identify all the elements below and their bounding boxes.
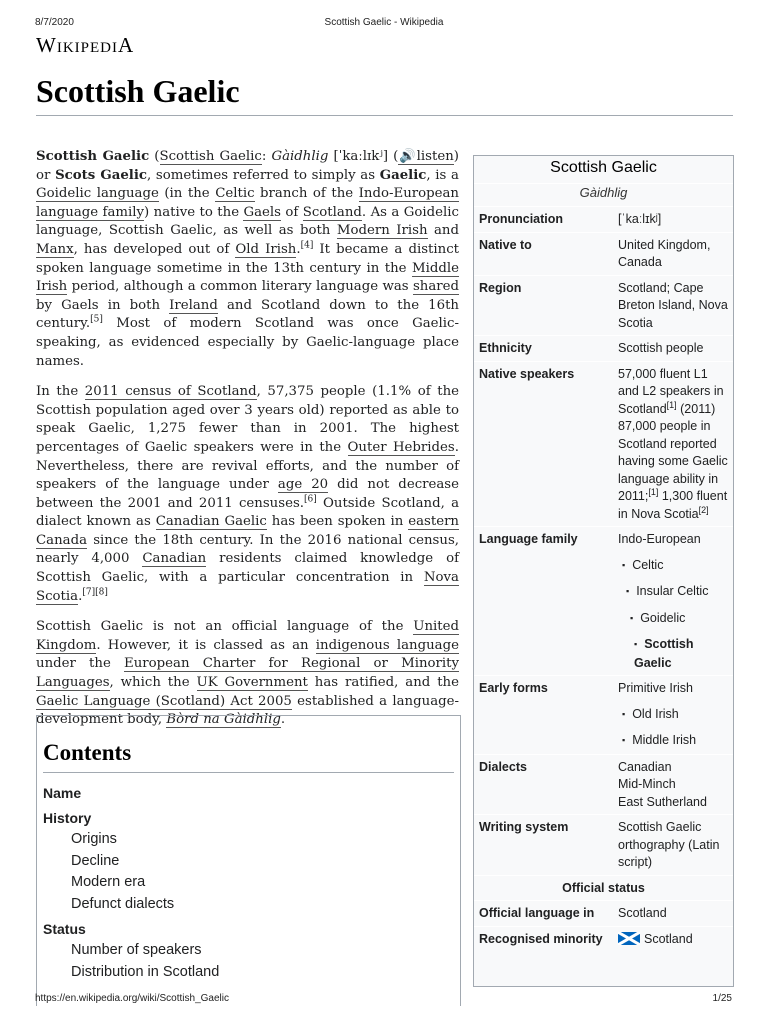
citation[interactable]: [7][8] xyxy=(82,587,108,598)
row-value: Scottish people xyxy=(618,341,704,355)
infobox xyxy=(473,155,734,987)
link[interactable]: shared xyxy=(412,279,459,295)
article-body xyxy=(36,148,459,742)
toc-heading: Contents xyxy=(43,740,132,765)
link[interactable]: Nova Scotia xyxy=(36,570,459,604)
toc-item-number-of-speakers[interactable]: Number of speakers xyxy=(71,942,202,958)
toc-item-decline[interactable]: Decline xyxy=(71,852,120,869)
toc-item-defunct-dialects[interactable]: Defunct dialects xyxy=(71,895,175,912)
infobox-row-language-family xyxy=(474,526,733,675)
scotland-flag-icon xyxy=(618,932,640,945)
link[interactable]: Scotland xyxy=(302,204,362,220)
family-item[interactable]: ▪ Celtic xyxy=(618,557,729,576)
link[interactable]: Celtic xyxy=(215,186,255,202)
link[interactable]: United Kingdom xyxy=(36,619,459,653)
print-page-title: Scottish Gaelic - Wikipedia xyxy=(324,17,444,28)
row-label: Native speakers xyxy=(479,366,575,381)
infobox-row-native-to xyxy=(474,232,733,275)
infobox-title: Scottish Gaelic xyxy=(550,159,657,176)
toc-item-modern-era[interactable]: Modern era xyxy=(71,874,146,890)
link[interactable]: Old Irish xyxy=(235,241,297,257)
infobox-section-official-status: Official status xyxy=(474,875,733,901)
link[interactable]: eastern Canada xyxy=(36,514,459,548)
row-value: Scotland xyxy=(613,927,733,952)
link[interactable]: Middle Irish xyxy=(36,260,459,295)
toc-item-status[interactable]: Status xyxy=(43,921,86,937)
row-label: Native to xyxy=(479,237,532,252)
print-page-number: 1/25 xyxy=(712,993,732,1004)
print-url: https://en.wikipedia.org/wiki/Scottish_Gaelic xyxy=(35,993,229,1004)
dialect-item[interactable]: East Sutherland xyxy=(618,794,707,809)
table-of-contents xyxy=(36,715,461,1006)
listen-link[interactable]: 🔊listen xyxy=(398,149,454,164)
early-form-item[interactable]: ▪ Middle Irish xyxy=(618,732,729,751)
link[interactable]: Manx xyxy=(36,241,74,257)
link[interactable]: European Charter for Regional or Minority Languages xyxy=(36,656,459,691)
toc-divider xyxy=(43,772,454,773)
family-item: ▪ Scottish Gaelic xyxy=(618,636,729,672)
row-value xyxy=(613,676,733,754)
citation[interactable]: [4] xyxy=(300,240,314,251)
citation[interactable]: [2] xyxy=(698,504,709,515)
citation[interactable]: [5] xyxy=(90,314,103,325)
row-label: Recognised minority xyxy=(479,931,603,946)
row-label: Pronunciation xyxy=(479,212,564,226)
row-label: Dialects xyxy=(479,759,527,774)
link[interactable]: age 20 xyxy=(277,477,329,493)
infobox-row-pronunciation xyxy=(474,206,733,232)
link[interactable]: Scottish Gaelic xyxy=(159,149,262,164)
infobox-row-early-forms xyxy=(474,675,733,754)
link[interactable]: Outer Hebrides xyxy=(347,439,455,455)
wikipedia-logo[interactable]: WIKIPEDIA xyxy=(36,33,135,57)
toc-item-distribution-in-scotland[interactable]: Distribution in Scotland xyxy=(71,963,220,980)
link[interactable]: 2011 census of Scotland xyxy=(84,384,257,400)
link[interactable]: Modern Irish xyxy=(336,223,428,239)
row-value: Scotland; Cape Breton Island, Nova Scotia xyxy=(618,280,728,330)
toc-item-history[interactable]: History xyxy=(43,810,92,826)
infobox-row-region xyxy=(474,275,733,336)
page-title: Scottish Gaelic xyxy=(36,73,240,109)
row-label: Official language in xyxy=(479,906,595,920)
row-label: Region xyxy=(479,280,522,295)
family-root[interactable]: Indo-European xyxy=(618,532,701,546)
link[interactable]: Ireland xyxy=(169,297,218,313)
link[interactable]: indigenous language xyxy=(315,637,459,653)
print-date: 8/7/2020 xyxy=(35,17,74,28)
row-label: Language family xyxy=(479,532,578,546)
paragraph-2: In the 2011 census of Scotland, 57,375 people (1.1% of the Scottish population aged over 3 years old) reported as able to speak Gaelic, 1,275 fewer than in 2001. The highest percentages of Gaelic speakers were in the Outer Hebrides. Nevertheless, there are revival efforts, and the number of speakers of the language under age 20 did not decrease between the 2001 and 2011 censuses.[6] Outside Scotland, a dialect known as Canadian Gaelic has been spoken in eastern Canada since the 18th century. In the 2016 national census, nearly 4,000 Canadian residents claimed knowledge of Scottish Gaelic, with a particular concentration in Nova Scotia.[7][8] xyxy=(36,384,460,604)
link[interactable]: Gaels xyxy=(243,204,281,220)
row-value: [ˈkaːlɪkʲ] xyxy=(618,212,662,226)
row-value xyxy=(613,527,733,675)
toc-item-origins[interactable]: Origins xyxy=(71,831,117,847)
row-value: United Kingdom, Canada xyxy=(618,237,711,269)
row-label: Writing system xyxy=(479,820,569,834)
early-form-item[interactable]: ▪ Old Irish xyxy=(618,706,729,725)
citation[interactable]: [6] xyxy=(304,494,317,505)
row-label: Early forms xyxy=(479,681,548,695)
link[interactable]: Bòrd na Gàidhlig xyxy=(166,712,281,728)
citation[interactable]: [1] xyxy=(648,486,659,497)
infobox-row-official-language xyxy=(474,900,733,926)
dialect-item[interactable]: Canadian xyxy=(618,759,672,774)
title-divider xyxy=(36,115,733,116)
paragraph-1: Scottish Gaelic (Scottish Gaelic: Gàidhlig [ˈkaːlɪkʲ] (🔊listen) or Scots Gaelic, sometimes referred to simply as Gaelic, is a Goidelic language (in the Celtic branch of the Indo-European language family) native to the Gaels of Scotland. As a Goidelic language, Scottish Gaelic, as well as both Modern Irish and Manx, has developed out of Old Irish.[4] It became a distinct spoken language sometime in the 13th century in the Middle Irish period, although a common literary language was shared by Gaels in both Ireland and Scotland down to the 16th century.[5] Most of modern Scotland was once Gaelic-speaking, as evidenced especially by Gaelic-language place names. xyxy=(36,149,459,369)
family-item[interactable]: ▪ Goidelic xyxy=(618,610,729,629)
row-label: Ethnicity xyxy=(479,341,532,355)
infobox-row-native-speakers xyxy=(474,361,733,527)
paragraph-3: Scottish Gaelic is not an official language of the United Kingdom. However, it is classed as an indigenous language under the European Charter for Regional or Minority Languages, which the UK Government has ratified, and the Gaelic Language (Scotland) Act 2005 established a language-development body, Bòrd na Gàidhlig. xyxy=(36,619,459,728)
link[interactable]: Canadian Gaelic xyxy=(155,514,267,530)
infobox-row-recognised-minority xyxy=(474,926,733,952)
infobox-row-writing-system xyxy=(474,814,733,875)
link[interactable]: Goidelic language xyxy=(36,186,159,202)
infobox-row-ethnicity xyxy=(474,335,733,361)
link[interactable]: UK Government xyxy=(196,675,308,691)
row-value xyxy=(613,755,733,815)
row-value: 57,000 fluent L1 and L2 speakers in Scotland[1] (2011) 87,000 people in Scotland reported having some Gaelic language ability in 2011;[1] 1,300 fluent in Nova Scotia[2] xyxy=(618,366,728,521)
row-value: Scotland xyxy=(618,906,667,920)
link[interactable]: Indo-European language family xyxy=(36,186,459,220)
infobox-native-name: Gàidhlig xyxy=(474,183,733,206)
infobox-row-dialects xyxy=(474,754,733,815)
toc-list xyxy=(43,779,454,983)
toc-item-name[interactable]: Name xyxy=(43,785,82,801)
row-value: Scottish Gaelic orthography (Latin script) xyxy=(618,820,720,869)
citation[interactable]: [1] xyxy=(666,399,677,410)
link[interactable]: Canadian xyxy=(142,551,207,567)
link[interactable]: Gaelic Language (Scotland) Act 2005 xyxy=(36,693,292,709)
dialect-item[interactable]: Mid-Minch xyxy=(618,777,676,791)
family-item[interactable]: ▪ Insular Celtic xyxy=(618,583,729,602)
early-form[interactable]: Primitive Irish xyxy=(618,681,694,695)
